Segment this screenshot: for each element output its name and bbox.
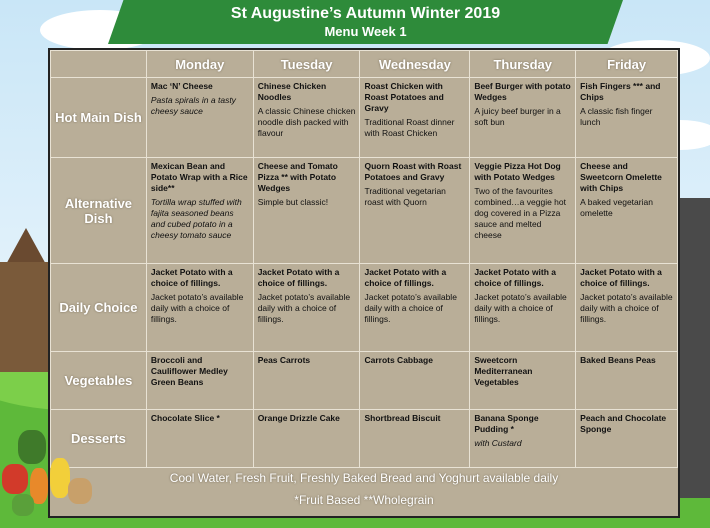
dish-name: Baked Beans Peas xyxy=(580,355,656,365)
dish-name: Jacket Potato with a choice of fillings. xyxy=(364,267,447,288)
dish-description: A juicy beef burger in a soft bun xyxy=(474,106,561,127)
dish-name: Shortbread Biscuit xyxy=(364,413,441,423)
day-header-monday: Monday xyxy=(146,51,253,78)
dish-name: Cheese and Sweetcorn Omelette with Chips xyxy=(580,161,662,193)
row-label-alternative: Alternative Dish xyxy=(51,158,147,264)
menu-cell xyxy=(470,78,576,158)
dish-name: Chocolate Slice * xyxy=(150,413,220,423)
dish-name: Jacket Potato with a choice of fillings. xyxy=(257,267,340,288)
row-label-vegetables: Vegetables xyxy=(51,352,147,410)
menu-row-alternative xyxy=(51,158,678,264)
menu-cell xyxy=(470,264,576,352)
menu-footer xyxy=(50,470,678,508)
menu-cell xyxy=(253,410,360,468)
dish-description: Pasta spirals in a tasty cheesy sauce xyxy=(150,95,236,116)
dish-description: A baked vegetarian omelette xyxy=(580,197,653,218)
dish-description: Traditional vegetarian roast with Quorn xyxy=(364,186,446,207)
menu-cell xyxy=(253,158,360,264)
dish-name: Jacket Potato with a choice of fillings. xyxy=(474,267,557,288)
dish-description: Tortilla wrap stuffed with fajita seasoned beans and cubed potato in a cheesy tomato sauce xyxy=(150,197,242,240)
dish-name: Broccoli and Cauliflower Medley Green Beans xyxy=(150,355,228,387)
menu-cell xyxy=(146,410,253,468)
dish-description: Simple but classic! xyxy=(257,197,329,207)
page-subtitle: Menu Week 1 xyxy=(324,24,407,39)
broccoli-character xyxy=(18,430,46,464)
menu-cell xyxy=(253,264,360,352)
corn-character xyxy=(50,458,70,498)
menu-row-desserts xyxy=(51,410,678,468)
menu-table xyxy=(50,50,678,468)
day-header-row xyxy=(51,51,678,78)
corner-cell xyxy=(51,51,147,78)
day-header-wednesday: Wednesday xyxy=(360,51,470,78)
vegetable-characters-illustration xyxy=(0,428,96,523)
dish-description: with Custard xyxy=(474,438,522,448)
menu-row-vegetables xyxy=(51,352,678,410)
tomato-character xyxy=(2,464,28,494)
church-tower xyxy=(0,262,50,372)
page-title: St Augustine’s Autumn Winter 2019 xyxy=(230,5,501,22)
day-header-friday: Friday xyxy=(576,51,678,78)
dish-name: Mac ‘N’ Cheese xyxy=(150,81,213,91)
menu-cell xyxy=(146,158,253,264)
day-header-tuesday: Tuesday xyxy=(253,51,360,78)
day-header-thursday: Thursday xyxy=(470,51,576,78)
row-label-daily-choice: Daily Choice xyxy=(51,264,147,352)
legend-note: *Fruit Based **Wholegrain xyxy=(294,493,434,507)
menu-row-hot-main xyxy=(51,78,678,158)
dish-name: Peach and Chocolate Sponge xyxy=(580,413,667,434)
menu-cell xyxy=(360,158,470,264)
menu-cell xyxy=(360,264,470,352)
dish-name: Veggie Pizza Hot Dog with Potato Wedges xyxy=(474,161,561,182)
menu-cell xyxy=(360,352,470,410)
dish-name: Quorn Roast with Roast Potatoes and Gravy xyxy=(364,161,462,182)
menu-cell xyxy=(470,410,576,468)
dish-name: Banana Sponge Pudding * xyxy=(474,413,539,434)
office-building xyxy=(676,198,710,498)
dish-name: Roast Chicken with Roast Potatoes and Gravy xyxy=(364,81,444,113)
menu-cell xyxy=(146,264,253,352)
menu-cell xyxy=(146,352,253,410)
menu-cell xyxy=(360,410,470,468)
menu-cell xyxy=(146,78,253,158)
dish-description: Traditional Roast dinner with Roast Chicken xyxy=(364,117,455,138)
menu-row-daily-choice xyxy=(51,264,678,352)
menu-cell xyxy=(576,264,678,352)
dish-description: Jacket potato’s available daily with a choice of fillings. xyxy=(150,292,244,324)
dish-name: Beef Burger with potato Wedges xyxy=(474,81,571,102)
dish-description: Jacket potato’s available daily with a choice of fillings. xyxy=(364,292,457,324)
dish-description: Jacket potato’s available daily with a choice of fillings. xyxy=(474,292,567,324)
menu-cell xyxy=(253,352,360,410)
menu-cell xyxy=(253,78,360,158)
dish-description: Jacket potato’s available daily with a choice of fillings. xyxy=(580,292,673,324)
dish-name: Cheese and Tomato Pizza ** with Potato Wedges xyxy=(257,161,338,193)
row-label-desserts: Desserts xyxy=(51,410,147,468)
menu-board xyxy=(48,48,680,518)
menu-cell xyxy=(470,158,576,264)
dish-name: Chinese Chicken Noodles xyxy=(257,81,327,102)
dish-name: Mexican Bean and Potato Wrap with a Rice side** xyxy=(150,161,248,193)
daily-extras-note: Cool Water, Fresh Fruit, Freshly Baked Bread and Yoghurt available daily xyxy=(169,471,559,485)
dish-description: A classic fish finger lunch xyxy=(580,106,653,127)
dish-description: Jacket potato’s available daily with a choice of fillings. xyxy=(257,292,351,324)
dish-description: Two of the favourites combined…a veggie hot dog covered in a Pizza sauce and melted cheese xyxy=(474,186,566,240)
dish-name: Jacket Potato with a choice of fillings. xyxy=(580,267,662,288)
dish-name: Orange Drizzle Cake xyxy=(257,413,340,423)
dish-name: Jacket Potato with a choice of fillings. xyxy=(150,267,233,288)
menu-cell xyxy=(576,352,678,410)
row-label-hot-main: Hot Main Dish xyxy=(51,78,147,158)
menu-cell xyxy=(576,78,678,158)
menu-cell xyxy=(576,158,678,264)
dish-name: Sweetcorn Mediterranean Vegetables xyxy=(474,355,533,387)
potato-character xyxy=(68,478,92,504)
dish-name: Fish Fingers *** and Chips xyxy=(580,81,661,102)
pea-character xyxy=(12,494,34,516)
menu-cell xyxy=(360,78,470,158)
dish-description: A classic Chinese chicken noodle dish packed with flavour xyxy=(257,106,356,138)
dish-name: Peas Carrots xyxy=(257,355,311,365)
dish-name: Carrots Cabbage xyxy=(364,355,433,365)
menu-cell xyxy=(470,352,576,410)
menu-cell xyxy=(576,410,678,468)
